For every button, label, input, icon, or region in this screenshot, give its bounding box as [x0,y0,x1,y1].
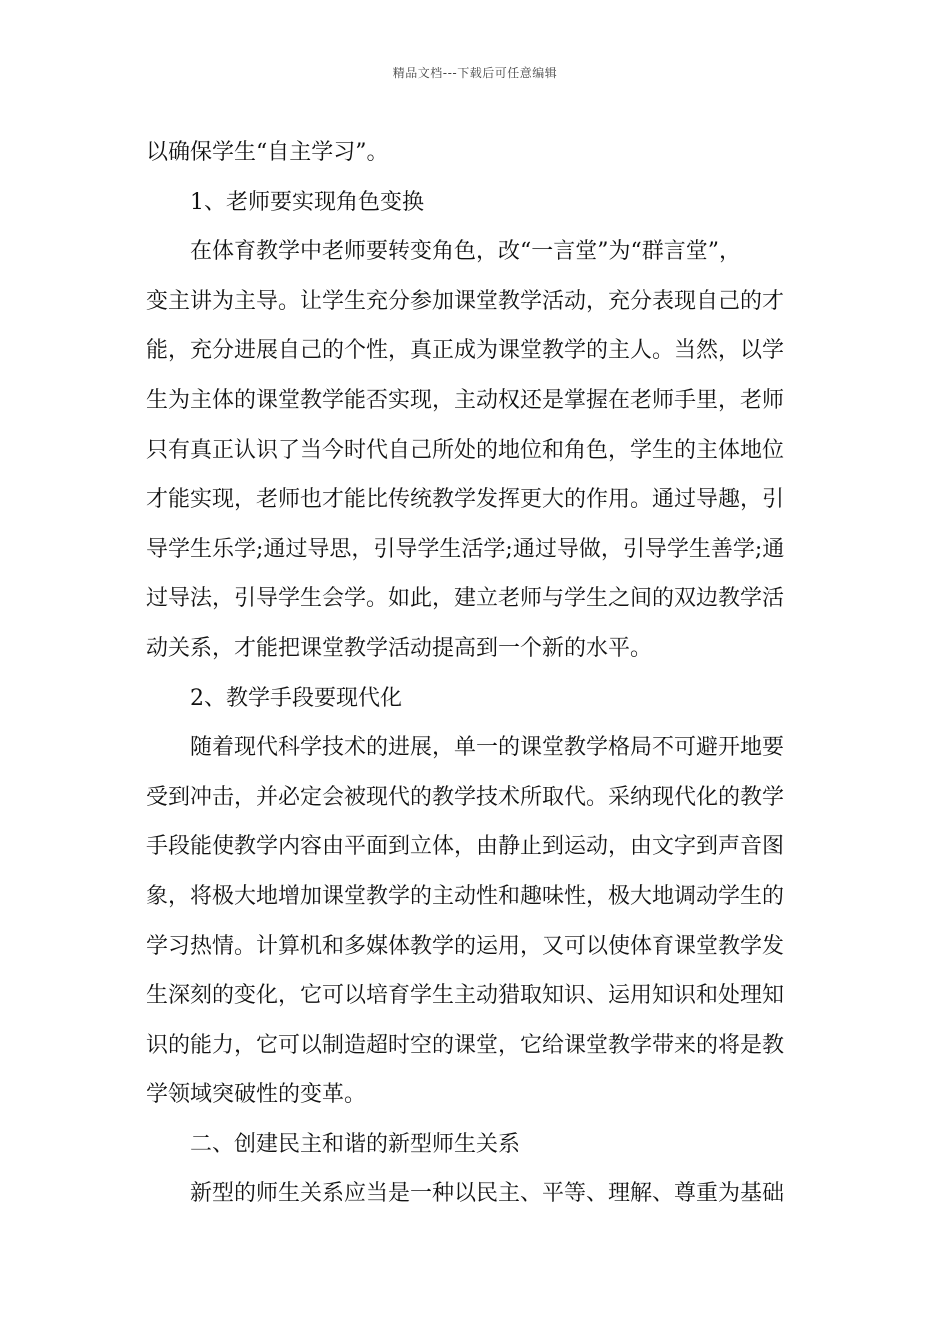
section-heading-main: 二、创建民主和谐的新型师生关系 [190,1131,521,1157]
paragraph-start: 在体育教学中老师要转变角色，改“一言堂”为“群言堂”， [190,239,741,265]
body-text-line: 受到冲击，并必定会被现代的教学技术所取代。采纳现代化的教学 [146,784,785,810]
body-text-line: 学领域突破性的变革。 [146,1082,367,1108]
body-text-line: 识的能力，它可以制造超时空的课堂，它给课堂教学带来的将是教 [146,1032,785,1058]
page-header: 精品文档---下载后可任意编辑 [392,66,558,80]
section-heading-2: 2、教学手段要现代化 [190,685,402,711]
body-text-line: 手段能使教学内容由平面到立体，由静止到运动，由文字到声音图 [146,834,785,860]
body-text-line: 导学生乐学;通过导思，引导学生活学;通过导做，引导学生善学;通 [146,536,785,562]
section-heading-1: 1、老师要实现角色变换 [190,189,424,215]
body-text-line: 只有真正认识了当今时代自己所处的地位和角色，学生的主体地位 [146,437,785,463]
body-text-line: 象，将极大地增加课堂教学的主动性和趣味性，极大地调动学生的 [146,883,785,909]
body-text-line: 学习热情。计算机和多媒体教学的运用，又可以使体育课堂教学发 [146,933,785,959]
body-text-line: 能，充分进展自己的个性，真正成为课堂教学的主人。当然，以学 [146,338,785,364]
body-text-line: 动关系，才能把课堂教学活动提高到一个新的水平。 [146,635,653,661]
body-text-line: 变主讲为主导。让学生充分参加课堂教学活动，充分表现自己的才 [146,288,785,314]
body-text-line: 才能实现，老师也才能比传统教学发挥更大的作用。通过导趣，引 [146,487,785,513]
paragraph-start: 新型的师生关系应当是一种以民主、平等、理解、尊重为基础 [190,1181,785,1207]
body-text-line: 过导法，引导学生会学。如此，建立老师与学生之间的双边教学活 [146,586,785,612]
body-text-line: 生深刻的变化，它可以培育学生主动猎取知识、运用知识和处理知 [146,983,785,1009]
paragraph-start: 随着现代科学技术的进展，单一的课堂教学格局不可避开地要 [190,735,785,761]
document-body [146,128,806,1219]
body-text-line: 生为主体的课堂教学能否实现，主动权还是掌握在老师手里，老师 [146,387,785,413]
body-text-line: 以确保学生“自主学习”。 [146,140,389,165]
